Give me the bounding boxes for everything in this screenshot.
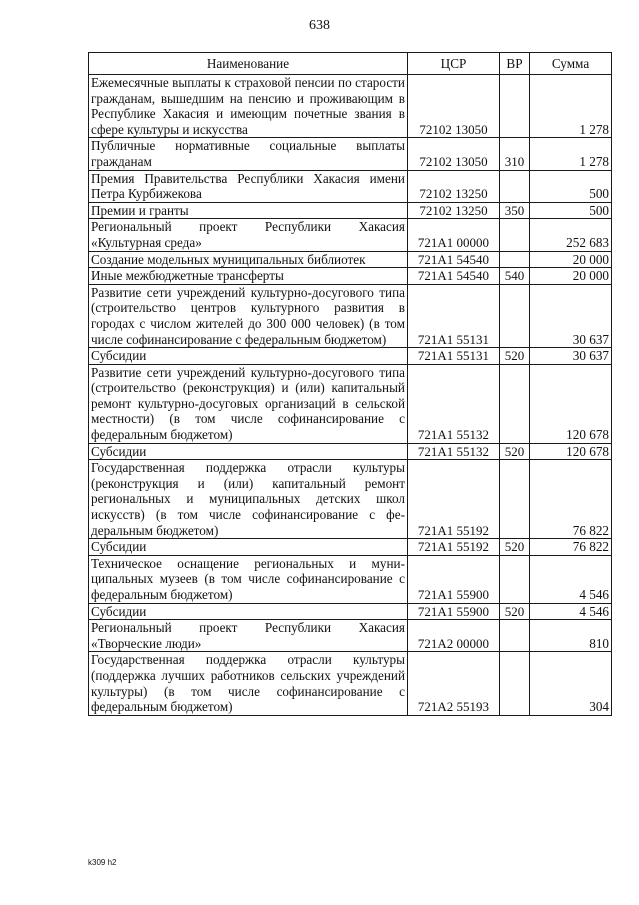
row-name: Премии и гранты — [89, 202, 408, 219]
table-row — [89, 603, 612, 620]
table-row — [89, 620, 612, 652]
row-name: Субсидии — [89, 603, 408, 620]
header-row — [89, 53, 612, 75]
row-csr: 721A1 55192 — [408, 539, 500, 556]
row-name: Развитие сети учреждений культурно-досугового типа (строительство (реконструкция) и (или) капитальный ремонт культурно-досуговых организаций в сельской местности) (в том числе софинансирование с федеральным бюджетом) — [89, 364, 408, 443]
row-name: Государственная поддержка отрасли культуры (поддержка лучших работников сельских учреждений культуры) (в том числе софинансирование с федеральным бюджетом) — [89, 652, 408, 715]
row-sum: 500 — [530, 170, 612, 202]
row-vr — [500, 251, 530, 268]
table-row — [89, 251, 612, 268]
row-vr — [500, 284, 530, 347]
row-csr: 72102 13050 — [408, 138, 500, 170]
row-sum: 4 546 — [530, 555, 612, 603]
row-csr: 72102 13250 — [408, 170, 500, 202]
row-name: Развитие сети учреждений культурно-досугового типа (строительство центров культурного развития в городах с числом жителей до 300 000 человек) (в том числе софинансирование с федеральным бюджетом) — [89, 284, 408, 347]
row-csr: 721A1 55131 — [408, 348, 500, 365]
row-vr: 310 — [500, 138, 530, 170]
row-name: Государственная поддержка отрасли культуры (реконструкция и (или) капитальный ремонт региональных и муниципальных детских школ искусств) (в том числе софинансирование с федеральным бюджетом) — [89, 460, 408, 539]
row-csr: 721A1 55900 — [408, 603, 500, 620]
row-sum: 20 000 — [530, 268, 612, 285]
row-csr: 721A1 00000 — [408, 219, 500, 251]
row-sum: 30 637 — [530, 284, 612, 347]
budget-table — [88, 52, 612, 716]
row-vr — [500, 460, 530, 539]
row-name: Региональный проект Республики Хакасия «Культурная среда» — [89, 219, 408, 251]
row-vr — [500, 620, 530, 652]
row-sum: 1 278 — [530, 138, 612, 170]
row-sum: 20 000 — [530, 251, 612, 268]
row-sum: 4 546 — [530, 603, 612, 620]
table-row — [89, 460, 612, 539]
row-sum: 304 — [530, 652, 612, 715]
row-vr — [500, 170, 530, 202]
header-vr: ВР — [500, 53, 530, 75]
row-sum: 252 683 — [530, 219, 612, 251]
row-name: Публичные нормативные социальные выплаты гражданам — [89, 138, 408, 170]
row-sum: 120 678 — [530, 443, 612, 460]
table-row — [89, 443, 612, 460]
row-vr — [500, 75, 530, 138]
row-csr: 721A1 55132 — [408, 443, 500, 460]
row-vr: 540 — [500, 268, 530, 285]
row-sum: 76 822 — [530, 460, 612, 539]
row-vr: 520 — [500, 539, 530, 556]
table-row — [89, 555, 612, 603]
table-row — [89, 138, 612, 170]
row-name: Иные межбюджетные трансферты — [89, 268, 408, 285]
row-vr: 520 — [500, 443, 530, 460]
row-vr: 520 — [500, 603, 530, 620]
document-code: k309 h2 — [88, 858, 117, 867]
row-csr: 721A1 55900 — [408, 555, 500, 603]
row-csr: 72102 13050 — [408, 75, 500, 138]
row-name: Ежемесячные выплаты к страховой пенсии по старости гражданам, вышедшим на пенсию и проживающим в Республике Хакасия и имеющим почетные звания в сфере культуры и искусства — [89, 75, 408, 138]
row-vr: 350 — [500, 202, 530, 219]
table-row — [89, 170, 612, 202]
row-vr — [500, 364, 530, 443]
table-row — [89, 284, 612, 347]
table-row — [89, 364, 612, 443]
row-name: Субсидии — [89, 348, 408, 365]
row-csr: 721A2 55193 — [408, 652, 500, 715]
row-csr: 721A1 55132 — [408, 364, 500, 443]
row-name: Техническое оснащение региональных и муниципальных музеев (в том числе софинансирование с федеральным бюджетом) — [89, 555, 408, 603]
row-vr — [500, 652, 530, 715]
row-csr: 721A1 54540 — [408, 251, 500, 268]
table-row — [89, 539, 612, 556]
header-sum: Сумма — [530, 53, 612, 75]
row-sum: 810 — [530, 620, 612, 652]
table-row — [89, 268, 612, 285]
row-name: Премия Правительства Республики Хакасия имени Петра Курбижекова — [89, 170, 408, 202]
row-name: Создание модельных муниципальных библиотек — [89, 251, 408, 268]
row-sum: 76 822 — [530, 539, 612, 556]
row-csr: 721A1 55131 — [408, 284, 500, 347]
row-name: Субсидии — [89, 443, 408, 460]
table-row — [89, 219, 612, 251]
page-number: 638 — [309, 18, 330, 33]
row-sum: 120 678 — [530, 364, 612, 443]
header-name: Наименование — [89, 53, 408, 75]
table-row — [89, 75, 612, 138]
row-sum: 1 278 — [530, 75, 612, 138]
row-vr — [500, 219, 530, 251]
row-name: Региональный проект Республики Хакасия «Творческие люди» — [89, 620, 408, 652]
row-vr: 520 — [500, 348, 530, 365]
row-sum: 500 — [530, 202, 612, 219]
header-csr: ЦСР — [408, 53, 500, 75]
row-name: Субсидии — [89, 539, 408, 556]
row-csr: 72102 13250 — [408, 202, 500, 219]
row-csr: 721A1 54540 — [408, 268, 500, 285]
row-csr: 721A1 55192 — [408, 460, 500, 539]
table-row — [89, 202, 612, 219]
table-row — [89, 348, 612, 365]
row-vr — [500, 555, 530, 603]
row-sum: 30 637 — [530, 348, 612, 365]
table-row — [89, 652, 612, 715]
row-csr: 721A2 00000 — [408, 620, 500, 652]
